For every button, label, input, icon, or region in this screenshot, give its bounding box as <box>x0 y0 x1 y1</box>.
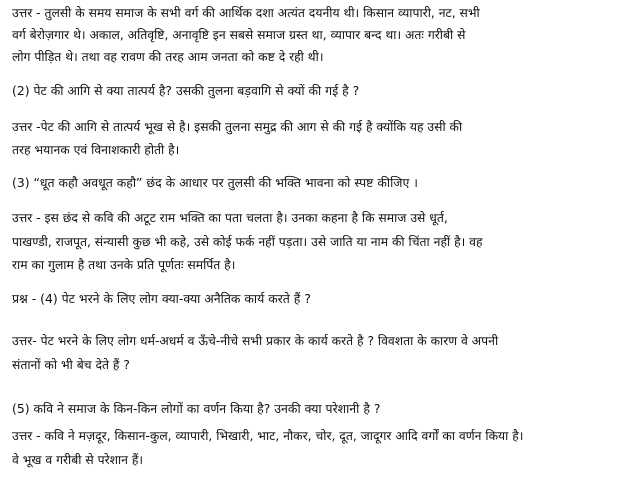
answer-1-line-1: उत्तर - तुलसी के समय समाज के सभी वर्ग की आर्थिक दशा अत्यंत दयनीय थी। किसान व्यापारी, नट, सभी <box>12 6 480 20</box>
answer-3-line-1: उत्तर - इस छंद से कवि की अटूट राम भक्ति का पता चलता है। उनका कहना है कि समाज उसे धूर्त, <box>12 211 448 225</box>
question-4: प्रश्न - (4) पेट भरने के लिए लोग क्या-क्या अनैतिक कार्य करते हैं ? <box>12 291 311 306</box>
answer-1-line-3: लोग पीड़ित थे। तथा वह रावण की तरह आम जनता को कष्ट दे रही थी। <box>12 50 324 64</box>
answer-3-line-2: पाखण्डी, राजपूत, संन्यासी कुछ भी कहे, उसे कोई फर्क नहीं पड़ता। उसे जाति या नाम की चिंता नहीं है। वह <box>12 235 483 249</box>
answer-2-line-1: उत्तर -पेट की आगि से तात्पर्य भूख से है। इसकी तुलना समुद्र की आग से की गई है क्योंकि यह उसी की <box>12 120 463 134</box>
answer-5-line-1: उत्तर - कवि ने मज़दूर, किसान-कुल, व्यापारी, भिखारी, भाट, नौकर, चोर, दूत, जादूगर आदि वर्गों का वर्णन किया है। <box>12 429 524 443</box>
answer-2-line-2: तरह भयानक एवं विनाशकारी होती है। <box>12 143 180 157</box>
answer-5-line-2: वे भूख व गरीबी से परेशान हैं। <box>12 453 144 467</box>
answer-4-line-2: संतानों को भी बेच देते हैं ? <box>12 358 130 372</box>
answer-3-line-3: राम का गुलाम है तथा उनके प्रति पूर्णतः समर्पित है। <box>12 258 236 272</box>
question-5: (5) कवि ने समाज के किन-किन लोगों का वर्णन किया है? उनकी क्या परेशानी है ? <box>12 401 381 416</box>
question-3: (3) “धूत कहौ अवधूत कहौ” छंद के आधार पर तुलसी की भक्ति भावना को स्पष्ट कीजिए । <box>12 175 418 190</box>
answer-1-line-2: वर्ग बेरोज़गार थे। अकाल, अतिवृष्टि, अनावृष्टि इन सबसे समाज ग्रस्त था, व्यापार बन्द था। अतः गरीबी से <box>12 28 466 42</box>
question-2: (2) पेट की आगि से क्या तात्पर्य है? उसकी तुलना बड़वागि से क्यों की गई है ? <box>12 83 360 98</box>
answer-4-line-1: उत्तर- पेट भरने के लिए लोग धर्म-अधर्म व ऊँचे-नीचे सभी प्रकार के कार्य करते है ? विवशता के कारण वे अपनी <box>12 334 499 348</box>
